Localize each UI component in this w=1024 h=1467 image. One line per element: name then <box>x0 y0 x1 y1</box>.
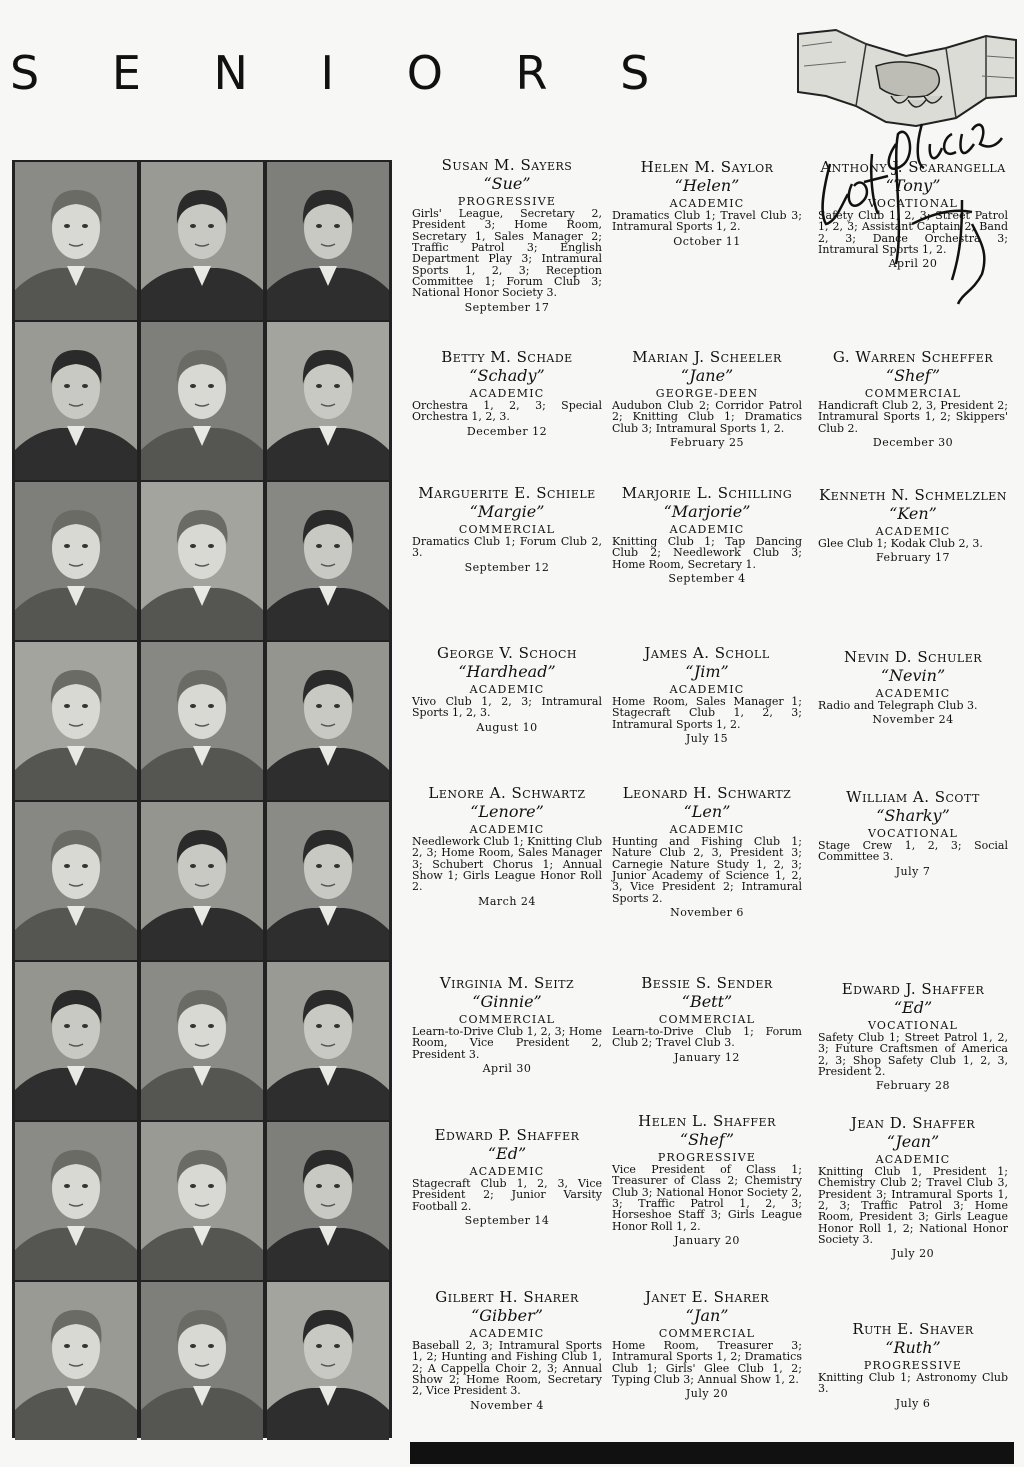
student-activities: Girls' League, Secretary 2, President 3; Home Room, Secretary 1, Sales Manager 2; Traffic Patrol 3; English Department Play 3; Intramural Sports 1, 2, 3; Reception Committee 1; Forum Club 3; National Honor Society 3. <box>412 207 602 300</box>
student-name: Janet E. Sharer <box>644 1288 770 1306</box>
student-activities: Knitting Club 1; Tap Dancing Club 2; Needlework Club 3; Home Room, Secretary 1. <box>612 535 802 571</box>
student-name: Edward J. Shaffer <box>841 980 985 998</box>
student-portrait-photo <box>141 802 263 960</box>
student-portrait-photo <box>15 162 137 320</box>
student-name: Leonard H. Schwartz <box>622 784 792 802</box>
student-nickname: “Marjorie” <box>663 501 751 521</box>
student-birthday: April 20 <box>888 257 938 271</box>
student-entry <box>818 1116 1008 1260</box>
student-birthday: July 20 <box>685 1387 729 1401</box>
student-course: COMMERCIAL <box>658 1326 756 1340</box>
student-portrait-photo <box>15 1282 137 1440</box>
student-activities: Baseball 2, 3; Intramural Sports 1, 2; Hunting and Fishing Club 1, 2; A Cappella Choir 2, 3; Annual Show 2; Home Room, Secretary 2, Vice President 3. <box>412 1339 602 1398</box>
student-course: ACADEMIC <box>469 1326 545 1340</box>
student-nickname: “Jan” <box>685 1305 729 1325</box>
student-course: ACADEMIC <box>469 386 545 400</box>
student-nickname: “Margie” <box>469 501 545 521</box>
student-activities: Vivo Club 1, 2, 3; Intramural Sports 1, 2, 3. <box>412 695 602 720</box>
student-nickname: “Hardhead” <box>458 661 556 681</box>
student-portrait-photo <box>267 322 389 480</box>
student-portrait-photo <box>141 1122 263 1280</box>
handshake-illustration <box>796 26 1018 128</box>
student-course: ACADEMIC <box>469 682 545 696</box>
student-birthday: March 24 <box>478 894 536 908</box>
student-name: James A. Scholl <box>644 644 770 662</box>
student-name: Betty M. Schade <box>441 348 573 366</box>
student-entry <box>612 1290 802 1400</box>
student-activities: Stage Crew 1, 2, 3; Social Committee 3. <box>818 839 1008 864</box>
student-course: COMMERCIAL <box>458 522 556 536</box>
student-activities: Audubon Club 2; Corridor Patrol 2; Knitting Club 1; Dramatics Club 3; Intramural Sports 1, 2. <box>612 399 802 435</box>
student-nickname: “Ginnie” <box>472 991 542 1011</box>
student-activities: Glee Club 1; Kodak Club 2, 3. <box>818 537 983 551</box>
student-entry <box>612 486 802 585</box>
student-course: ACADEMIC <box>669 822 745 836</box>
student-birthday: April 30 <box>482 1062 532 1076</box>
student-course: COMMERCIAL <box>658 1012 756 1026</box>
student-name: George V. Schoch <box>437 644 577 662</box>
student-entry <box>612 646 802 745</box>
student-birthday: September 12 <box>464 560 550 574</box>
student-course: VOCATIONAL <box>867 1018 959 1032</box>
student-nickname: “Jean” <box>886 1131 940 1151</box>
student-nickname: “Schady” <box>469 365 545 385</box>
student-course: ACADEMIC <box>469 822 545 836</box>
student-portrait-photo <box>141 962 263 1120</box>
student-name: Marjorie L. Schilling <box>621 484 793 502</box>
student-entry <box>818 1322 1008 1409</box>
student-activities: Home Room, Sales Manager 1; Stagecraft Club 1, 2, 3; Intramural Sports 1, 2. <box>612 695 802 731</box>
student-name: William A. Scott <box>846 788 980 806</box>
student-entry <box>612 976 802 1063</box>
student-course: COMMERCIAL <box>458 1012 556 1026</box>
student-name: Marian J. Scheeler <box>632 348 782 366</box>
student-nickname: “Nevin” <box>880 665 946 685</box>
student-name: Nevin D. Schuler <box>843 648 983 666</box>
student-birthday: September 14 <box>464 1214 550 1228</box>
student-activities: Stagecraft Club 1, 2, 3, Vice President 2; Junior Varsity Football 2. <box>412 1177 602 1213</box>
student-portrait-photo <box>267 482 389 640</box>
student-entry <box>818 790 1008 877</box>
student-entry <box>818 488 1008 564</box>
student-activities: Dramatics Club 1; Travel Club 3; Intramural Sports 1, 2. <box>612 209 802 234</box>
student-portrait-photo <box>267 962 389 1120</box>
student-nickname: “Shef” <box>679 1129 735 1149</box>
student-course: ACADEMIC <box>875 1152 951 1166</box>
student-birthday: November 6 <box>670 906 744 920</box>
student-birthday: July 7 <box>895 864 931 878</box>
student-course: ACADEMIC <box>669 682 745 696</box>
student-portrait-photo <box>267 1122 389 1280</box>
student-nickname: “Lenore” <box>470 801 544 821</box>
student-name: Edward P. Shaffer <box>434 1126 580 1144</box>
student-course: ACADEMIC <box>669 522 745 536</box>
student-name: G. Warren Scheffer <box>832 348 994 366</box>
student-nickname: “Tony” <box>885 175 941 195</box>
student-name: Kenneth N. Schmelzlen <box>819 486 1007 504</box>
student-birthday: February 28 <box>876 1079 950 1093</box>
student-portrait-photo <box>141 322 263 480</box>
student-portrait-photo <box>141 162 263 320</box>
student-birthday: December 30 <box>872 436 954 450</box>
student-name: Bessie S. Sender <box>641 974 773 992</box>
student-activities: Hunting and Fishing Club 1; Nature Club 2, 3, President 3; Carnegie Nature Study 1, 2, 3; Junior Academy of Science 1, 2, 3, Vice President 2; Intramural Sports 2. <box>612 835 802 905</box>
bottom-bar <box>410 1442 1014 1464</box>
student-name: Helen L. Shaffer <box>638 1112 776 1130</box>
student-activities: Learn-to-Drive Club 1, 2, 3; Home Room, Vice President 2, President 3. <box>412 1025 602 1061</box>
student-activities: Home Room, Treasurer 3; Intramural Sports 1, 2; Dramatics Club 1; Girls' Glee Club 1, 2; Typing Club 3; Annual Show 1, 2. <box>612 1339 802 1387</box>
student-nickname: “Sue” <box>483 173 531 193</box>
student-activities: Radio and Telegraph Club 3. <box>818 699 978 713</box>
student-entry <box>612 160 802 247</box>
student-activities: Handicraft Club 2, 3, President 2; Intramural Sports 1, 2; Skippers' Club 2. <box>818 399 1008 435</box>
student-portrait-photo <box>267 802 389 960</box>
student-entry <box>612 1114 802 1247</box>
student-course: ACADEMIC <box>669 196 745 210</box>
student-entry <box>412 1290 602 1411</box>
student-entry <box>818 982 1008 1092</box>
student-name: Susan M. Sayers <box>441 156 573 174</box>
student-name: Helen M. Saylor <box>640 158 774 176</box>
student-entry <box>612 350 802 449</box>
student-portrait-photo <box>141 642 263 800</box>
student-birthday: August 10 <box>476 720 538 734</box>
student-birthday: September 17 <box>464 300 550 314</box>
student-birthday: November 4 <box>470 1398 544 1412</box>
student-birthday: December 12 <box>466 424 548 438</box>
student-portrait-photo <box>267 1282 389 1440</box>
student-nickname: “Ed” <box>893 997 933 1017</box>
student-course: PROGRESSIVE <box>657 1150 757 1164</box>
student-name: Virginia M. Seitz <box>439 974 575 992</box>
student-portrait-photo <box>15 802 137 960</box>
student-activities: Learn-to-Drive Club 1; Forum Club 2; Travel Club 3. <box>612 1025 802 1050</box>
student-nickname: “Ken” <box>889 503 937 523</box>
student-nickname: “Gibber” <box>471 1305 543 1325</box>
student-portrait-photo <box>15 642 137 800</box>
student-portrait-photo <box>15 482 137 640</box>
student-course: PROGRESSIVE <box>863 1358 963 1372</box>
student-entry <box>818 650 1008 726</box>
student-entry <box>412 1128 602 1227</box>
student-entry <box>412 786 602 907</box>
student-nickname: “Ed” <box>487 1143 527 1163</box>
student-nickname: “Sharky” <box>876 805 950 825</box>
student-course: ACADEMIC <box>469 1164 545 1178</box>
student-activities: Safety Club 1; Street Patrol 1, 2, 3; Future Craftsmen of America 2, 3; Shop Safety Club 1, 2, 3, President 2. <box>818 1031 1008 1079</box>
student-name: Anthony J. Scarangella <box>820 158 1006 176</box>
student-birthday: July 20 <box>891 1247 935 1261</box>
student-course: ACADEMIC <box>875 524 951 538</box>
student-birthday: July 6 <box>895 1396 931 1410</box>
student-course: ACADEMIC <box>875 686 951 700</box>
student-activities: Needlework Club 1; Knitting Club 2, 3; Home Room, Sales Manager 3; Schubert Chorus 1; Annual Show 1; Girls League Honor Roll 2. <box>412 835 602 894</box>
student-birthday: February 17 <box>876 551 950 565</box>
page-title: S E N I O R S <box>10 46 679 100</box>
student-name: Jean D. Shaffer <box>850 1114 976 1132</box>
student-portrait-photo <box>267 642 389 800</box>
student-birthday: November 24 <box>872 713 954 727</box>
student-birthday: February 25 <box>670 436 744 450</box>
student-birthday: January 12 <box>674 1050 740 1064</box>
student-activities: Knitting Club 1, President 1; Chemistry Club 2; Travel Club 3, President 3; Intramural Sports 1, 2, 3; Traffic Patrol 3; Home Room, President 3; Girls League Honor Roll 1, 2; National Honor Society 3. <box>818 1165 1008 1247</box>
student-birthday: October 11 <box>673 234 741 248</box>
student-birthday: July 15 <box>685 732 729 746</box>
student-nickname: “Len” <box>683 801 731 821</box>
student-activities: Safety Club 1, 2, 3; Street Patrol 1, 2, 3; Assistant Captain 2; Band 2, 3; Dance Orchestra 3; Intramural Sports 1, 2. <box>818 209 1008 257</box>
student-activities: Vice President of Class 1; Treasurer of Class 2; Chemistry Club 3; National Honor Society 2, 3; Traffic Patrol 1, 2, 3; Horseshoe Staff 3; Girls League Honor Roll 1, 2. <box>612 1163 802 1233</box>
student-nickname: “Jane” <box>680 365 734 385</box>
student-portrait-photo <box>15 962 137 1120</box>
student-portrait-photo <box>141 482 263 640</box>
student-nickname: “Jim” <box>685 661 729 681</box>
student-course: PROGRESSIVE <box>457 194 557 208</box>
student-entry <box>612 786 802 919</box>
student-birthday: September 4 <box>668 572 746 586</box>
photo-grid <box>12 160 392 1438</box>
student-birthday: January 20 <box>674 1234 740 1248</box>
student-portrait-photo <box>15 322 137 480</box>
student-entry <box>818 160 1008 270</box>
student-entry <box>412 158 602 313</box>
student-course: COMMERCIAL <box>864 386 962 400</box>
student-portrait-photo <box>267 162 389 320</box>
student-portrait-photo <box>15 1122 137 1280</box>
student-entry <box>412 646 602 733</box>
student-name: Ruth E. Shaver <box>852 1320 974 1338</box>
student-nickname: “Helen” <box>674 175 740 195</box>
student-nickname: “Shef” <box>885 365 941 385</box>
student-entry <box>412 976 602 1075</box>
student-portrait-photo <box>141 1282 263 1440</box>
student-entry <box>412 486 602 573</box>
student-entry <box>818 350 1008 449</box>
student-name: Marguerite E. Schiele <box>418 484 596 502</box>
student-name: Gilbert H. Sharer <box>435 1288 579 1306</box>
student-course: GEORGE-DEEN <box>655 386 759 400</box>
student-activities: Dramatics Club 1; Forum Club 2, 3. <box>412 535 602 560</box>
student-course: VOCATIONAL <box>867 196 959 210</box>
student-nickname: “Bett” <box>681 991 733 1011</box>
student-entry <box>412 350 602 437</box>
student-activities: Orchestra 1, 2, 3; Special Orchestra 1, 2, 3. <box>412 399 602 424</box>
student-activities: Knitting Club 1; Astronomy Club 3. <box>818 1371 1008 1396</box>
student-course: VOCATIONAL <box>867 826 959 840</box>
student-name: Lenore A. Schwartz <box>428 784 586 802</box>
student-nickname: “Ruth” <box>885 1337 941 1357</box>
